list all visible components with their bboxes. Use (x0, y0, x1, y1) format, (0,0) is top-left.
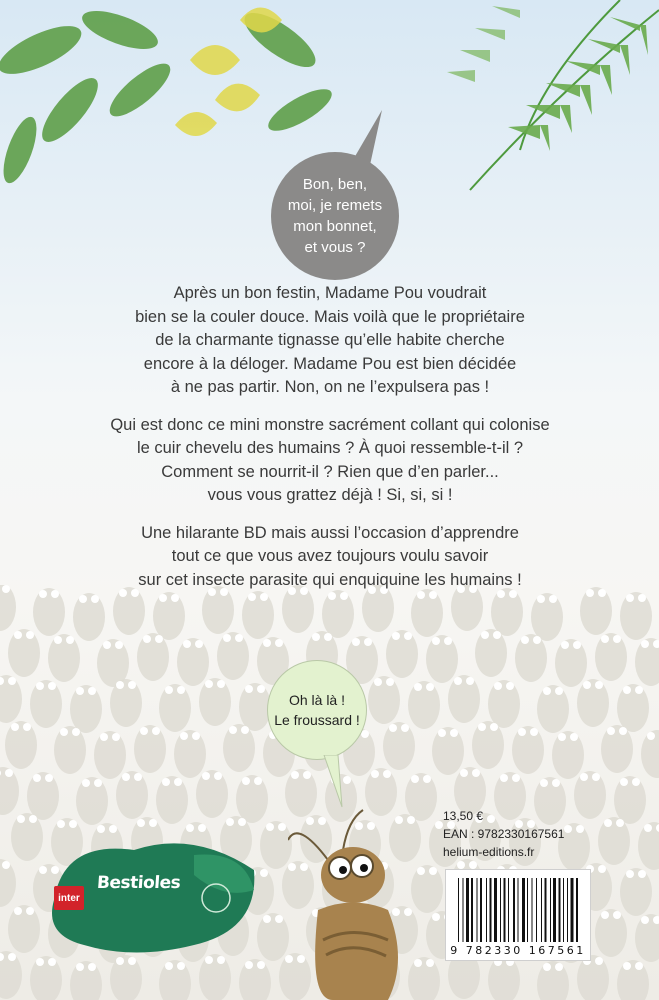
blurb-line: Qui est donc ce mini monstre sacrément collant qui colonise (110, 415, 550, 434)
speech-line: mon bonnet, (293, 218, 377, 235)
speech-bubble-top (271, 152, 399, 280)
blurb-paragraph (70, 522, 590, 593)
barcode-number: 9 782330 167561 (450, 944, 586, 957)
blurb-line: à ne pas partir. Non, on ne l’expulsera pas ! (170, 378, 490, 396)
blurb-line: tout ce que vous avez toujours voulu savoir (171, 547, 489, 565)
speech-line: moi, je remets (287, 197, 383, 214)
speech-line: et vous ? (304, 239, 366, 256)
speech-line: Oh là là ! (288, 692, 345, 708)
barcode (445, 869, 591, 961)
ean-code: EAN : 9782330167561 (443, 827, 565, 841)
speech-line: Bon, ben, (302, 176, 368, 193)
speech-bubble-bottom (267, 660, 367, 760)
blurb-paragraph (70, 414, 590, 508)
blurb-line: sur cet insecte parasite qui enquiquine les humains ! (138, 570, 522, 589)
blurb-line: bien se la couler douce. Mais voilà que le propriétaire (135, 307, 525, 326)
price: 13,50 € (443, 809, 484, 823)
back-cover-blurb (70, 282, 590, 606)
blurb-line: Comment se nourrit-il ? Rien que d’en parler... (161, 462, 499, 481)
series-logo-text: Bestioles (96, 873, 181, 893)
blurb-line: Une hilarante BD mais aussi l’occasion d’apprendre (141, 523, 519, 542)
radio-inter-badge: inter (54, 886, 84, 910)
blurb-paragraph (70, 282, 590, 400)
speech-line: Le froussard ! (274, 712, 360, 728)
publisher-info (443, 807, 643, 861)
blurb-line: vous vous grattez déjà ! Si, si, si ! (207, 486, 453, 504)
blurb-line: Après un bon festin, Madame Pou voudrait (173, 284, 487, 302)
louse-character-illustration (288, 800, 423, 1000)
blurb-line: le cuir chevelu des humains ? À quoi ressemble-t-il ? (136, 439, 524, 457)
blurb-line: de la charmante tignasse qu’elle habite cherche (155, 331, 505, 349)
blurb-line: encore à la déloger. Madame Pou est bien décidée (143, 354, 517, 373)
publisher-website: helium-editions.fr (443, 845, 535, 859)
